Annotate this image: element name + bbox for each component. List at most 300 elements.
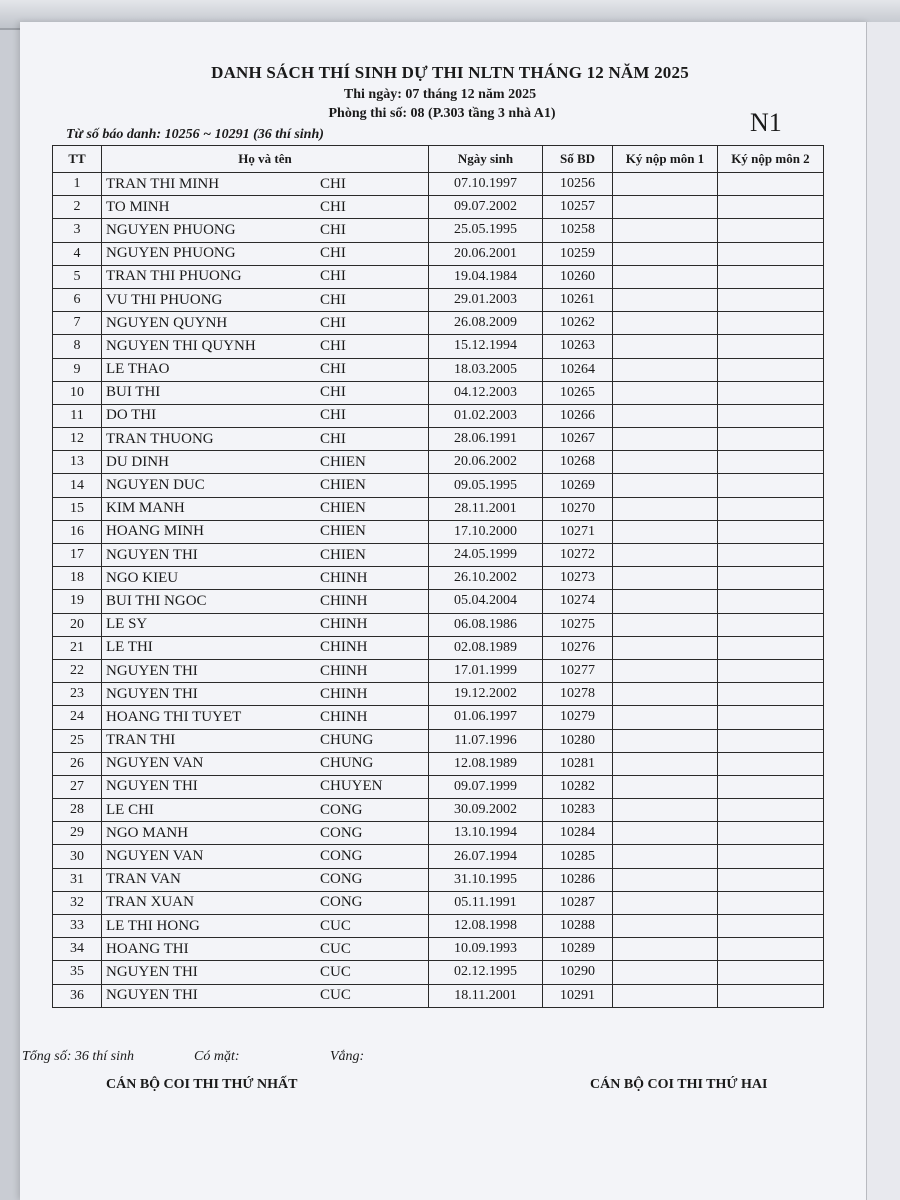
row-number: 36 <box>53 984 102 1007</box>
birth-date: 01.02.2003 <box>429 404 543 427</box>
candidate-number: 10275 <box>543 613 613 636</box>
candidate-name <box>102 706 429 729</box>
candidate-number: 10280 <box>543 729 613 752</box>
surname: NGUYEN VAN <box>106 848 204 865</box>
signature-cell-1[interactable] <box>613 706 718 729</box>
given-name: CHI <box>320 198 346 215</box>
candidate-number: 10269 <box>543 474 613 497</box>
row-number: 21 <box>53 636 102 659</box>
candidate-name <box>102 451 429 474</box>
given-name: CHINH <box>320 685 368 702</box>
candidate-number: 10261 <box>543 288 613 311</box>
birth-date: 09.05.1995 <box>429 474 543 497</box>
surname: DU DINH <box>106 453 169 470</box>
signature-cell-1[interactable] <box>613 613 718 636</box>
birth-date: 26.07.1994 <box>429 845 543 868</box>
surname: LE THI HONG <box>106 917 200 934</box>
birth-date: 04.12.2003 <box>429 381 543 404</box>
table-row <box>53 799 824 822</box>
row-number: 20 <box>53 613 102 636</box>
birth-date: 02.12.1995 <box>429 961 543 984</box>
candidate-number: 10290 <box>543 961 613 984</box>
table-row <box>53 451 824 474</box>
surname: NGUYEN QUYNH <box>106 314 228 331</box>
signature-cell-1[interactable] <box>613 219 718 242</box>
birth-date: 09.07.1999 <box>429 775 543 798</box>
row-number: 34 <box>53 938 102 961</box>
birth-date: 26.08.2009 <box>429 312 543 335</box>
table-row <box>53 822 824 845</box>
candidate-number: 10278 <box>543 683 613 706</box>
table-row <box>53 984 824 1007</box>
candidate-name <box>102 497 429 520</box>
table-row <box>53 729 824 752</box>
candidate-number: 10291 <box>543 984 613 1007</box>
table-row <box>53 404 824 427</box>
given-name: CHIEN <box>320 500 366 517</box>
birth-date: 30.09.2002 <box>429 799 543 822</box>
birth-date: 11.07.1996 <box>429 729 543 752</box>
table-row <box>53 173 824 196</box>
given-name: CHIEN <box>320 453 366 470</box>
signature-cell-1[interactable] <box>613 938 718 961</box>
signature-cell-2[interactable] <box>718 312 824 335</box>
signature-cell-2[interactable] <box>718 474 824 497</box>
birth-date: 17.10.2000 <box>429 520 543 543</box>
row-number: 24 <box>53 706 102 729</box>
signature-cell-1[interactable] <box>613 451 718 474</box>
candidate-name <box>102 775 429 798</box>
row-number: 13 <box>53 451 102 474</box>
signature-cell-2[interactable] <box>718 381 824 404</box>
exam-room: Phòng thi số: 08 (P.303 tầng 3 nhà A1) <box>328 106 556 121</box>
surname: HOANG THI TUYET <box>106 708 242 725</box>
given-name: CHIEN <box>320 523 366 540</box>
candidate-name <box>102 891 429 914</box>
candidate-name <box>102 312 429 335</box>
row-number: 16 <box>53 520 102 543</box>
signature-cell-2[interactable] <box>718 799 824 822</box>
candidate-name <box>102 845 429 868</box>
candidate-number: 10273 <box>543 567 613 590</box>
birth-date: 19.12.2002 <box>429 683 543 706</box>
table-row <box>53 706 824 729</box>
candidate-number: 10263 <box>543 335 613 358</box>
candidate-number: 10287 <box>543 891 613 914</box>
candidate-name <box>102 729 429 752</box>
table-row <box>53 428 824 451</box>
signature-cell-2[interactable] <box>718 358 824 381</box>
candidate-number: 10264 <box>543 358 613 381</box>
row-number: 18 <box>53 567 102 590</box>
candidate-name <box>102 636 429 659</box>
surname: TRAN XUAN <box>106 894 194 911</box>
birth-date: 18.03.2005 <box>429 358 543 381</box>
candidate-number: 10274 <box>543 590 613 613</box>
signature-cell-2[interactable] <box>718 613 824 636</box>
birth-date: 02.08.1989 <box>429 636 543 659</box>
candidate-number: 10281 <box>543 752 613 775</box>
candidate-name <box>102 961 429 984</box>
table-row <box>53 938 824 961</box>
surname: NGO KIEU <box>106 569 179 586</box>
table-row <box>53 288 824 311</box>
candidate-number: 10282 <box>543 775 613 798</box>
signature-cell-2[interactable] <box>718 915 824 938</box>
birth-date: 25.05.1995 <box>429 219 543 242</box>
table-row <box>53 613 824 636</box>
signature-cell-2[interactable] <box>718 242 824 265</box>
row-number: 15 <box>53 497 102 520</box>
candidate-name <box>102 683 429 706</box>
signature-cell-1[interactable] <box>613 752 718 775</box>
birth-date: 12.08.1989 <box>429 752 543 775</box>
signature-cell-1[interactable] <box>613 474 718 497</box>
signature-cell-2[interactable] <box>718 961 824 984</box>
candidate-name <box>102 265 429 288</box>
row-number: 14 <box>53 474 102 497</box>
signature-cell-1[interactable] <box>613 822 718 845</box>
candidate-name <box>102 474 429 497</box>
surname: TRAN THUONG <box>106 430 214 447</box>
signature-cell-2[interactable] <box>718 706 824 729</box>
candidate-number: 10277 <box>543 659 613 682</box>
table-row <box>53 381 824 404</box>
signature-cell-2[interactable] <box>718 729 824 752</box>
given-name: CHI <box>320 430 346 447</box>
table-row <box>53 659 824 682</box>
birth-date: 28.06.1991 <box>429 428 543 451</box>
signature-cell-1[interactable] <box>613 173 718 196</box>
row-number: 30 <box>53 845 102 868</box>
signature-cell-1[interactable] <box>613 242 718 265</box>
table-row <box>53 752 824 775</box>
birth-date: 20.06.2002 <box>429 451 543 474</box>
row-number: 10 <box>53 381 102 404</box>
candidate-number: 10271 <box>543 520 613 543</box>
candidate-table <box>52 145 824 1008</box>
row-number: 28 <box>53 799 102 822</box>
given-name: CUC <box>320 917 351 934</box>
row-number: 27 <box>53 775 102 798</box>
surname: NGUYEN THI <box>106 662 198 679</box>
row-number: 32 <box>53 891 102 914</box>
candidate-number: 10265 <box>543 381 613 404</box>
birth-date: 07.10.1997 <box>429 173 543 196</box>
given-name: CHUNG <box>320 732 374 749</box>
surname: TRAN THI MINH <box>106 175 220 192</box>
signature-cell-1[interactable] <box>613 404 718 427</box>
candidate-name <box>102 242 429 265</box>
surname: LE THAO <box>106 361 170 378</box>
row-number: 12 <box>53 428 102 451</box>
surname: NGUYEN THI <box>106 963 198 980</box>
candidate-name <box>102 219 429 242</box>
table-row <box>53 590 824 613</box>
room-code: N1 <box>750 108 782 137</box>
given-name: CHUYEN <box>320 778 383 795</box>
row-number: 19 <box>53 590 102 613</box>
row-number: 8 <box>53 335 102 358</box>
candidate-name <box>102 659 429 682</box>
candidate-number: 10256 <box>543 173 613 196</box>
signature-cell-2[interactable] <box>718 219 824 242</box>
given-name: CONG <box>320 871 363 888</box>
surname: NGUYEN THI <box>106 685 198 702</box>
signature-cell-1[interactable] <box>613 196 718 219</box>
given-name: CUC <box>320 940 351 957</box>
surname: TRAN THI <box>106 732 176 749</box>
table-row <box>53 497 824 520</box>
table-row <box>53 335 824 358</box>
signature-cell-2[interactable] <box>718 520 824 543</box>
signature-cell-1[interactable] <box>613 381 718 404</box>
given-name: CHINH <box>320 569 368 586</box>
signature-cell-1[interactable] <box>613 265 718 288</box>
table-row <box>53 358 824 381</box>
signature-cell-1[interactable] <box>613 915 718 938</box>
given-name: CONG <box>320 894 363 911</box>
given-name: CHINH <box>320 639 368 656</box>
table-row <box>53 868 824 891</box>
birth-date: 13.10.1994 <box>429 822 543 845</box>
surname: TRAN VAN <box>106 871 181 888</box>
table-row <box>53 891 824 914</box>
table-row <box>53 520 824 543</box>
table-row <box>53 961 824 984</box>
birth-date: 17.01.1999 <box>429 659 543 682</box>
surname: LE THI <box>106 639 153 656</box>
candidate-name <box>102 868 429 891</box>
proctor-1-label: CÁN BỘ COI THI THỨ NHẤT <box>106 1077 298 1092</box>
signature-cell-2[interactable] <box>718 497 824 520</box>
signature-cell-2[interactable] <box>718 938 824 961</box>
adjacent-sheet-edge <box>866 22 900 1200</box>
signature-cell-1[interactable] <box>613 428 718 451</box>
signature-cell-2[interactable] <box>718 752 824 775</box>
signature-cell-1[interactable] <box>613 799 718 822</box>
signature-cell-2[interactable] <box>718 173 824 196</box>
col-header-sign2: Ký nộp môn 2 <box>718 146 824 173</box>
surname: TRAN THI PHUONG <box>106 268 242 285</box>
surname: DO THI <box>106 407 157 424</box>
signature-cell-1[interactable] <box>613 567 718 590</box>
birth-date: 10.09.1993 <box>429 938 543 961</box>
row-number: 9 <box>53 358 102 381</box>
candidate-number: 10289 <box>543 938 613 961</box>
signature-cell-2[interactable] <box>718 984 824 1007</box>
signature-cell-1[interactable] <box>613 775 718 798</box>
candidate-number: 10268 <box>543 451 613 474</box>
signature-cell-1[interactable] <box>613 845 718 868</box>
given-name: CHI <box>320 291 346 308</box>
surname: BUI THI <box>106 384 161 401</box>
signature-cell-2[interactable] <box>718 335 824 358</box>
row-number: 35 <box>53 961 102 984</box>
candidate-name <box>102 358 429 381</box>
given-name: CHINH <box>320 662 368 679</box>
birth-date: 01.06.1997 <box>429 706 543 729</box>
surname: NGUYEN THI <box>106 546 198 563</box>
candidate-number: 10283 <box>543 799 613 822</box>
signature-cell-1[interactable] <box>613 544 718 567</box>
signature-cell-2[interactable] <box>718 822 824 845</box>
signature-cell-1[interactable] <box>613 984 718 1007</box>
given-name: CHINH <box>320 616 368 633</box>
candidate-name <box>102 915 429 938</box>
candidate-number: 10257 <box>543 196 613 219</box>
col-header-dob: Ngày sinh <box>429 146 543 173</box>
candidate-name <box>102 752 429 775</box>
candidate-name <box>102 520 429 543</box>
exam-date: Thi ngày: 07 tháng 12 năm 2025 <box>343 87 537 102</box>
birth-date: 29.01.2003 <box>429 288 543 311</box>
surname: VU THI PHUONG <box>106 291 223 308</box>
col-header-sbd: Số BD <box>543 146 613 173</box>
present-label: Có mặt: <box>194 1049 240 1064</box>
signature-cell-2[interactable] <box>718 567 824 590</box>
given-name: CHIEN <box>320 477 366 494</box>
candidate-name <box>102 984 429 1007</box>
surname: NGUYEN THI QUYNH <box>106 337 256 354</box>
signature-cell-2[interactable] <box>718 636 824 659</box>
row-number: 22 <box>53 659 102 682</box>
given-name: CHI <box>320 337 346 354</box>
signature-cell-2[interactable] <box>718 428 824 451</box>
candidate-number: 10276 <box>543 636 613 659</box>
given-name: CHI <box>320 361 346 378</box>
signature-cell-1[interactable] <box>613 358 718 381</box>
birth-date: 18.11.2001 <box>429 984 543 1007</box>
signature-cell-1[interactable] <box>613 335 718 358</box>
table-row <box>53 636 824 659</box>
signature-cell-2[interactable] <box>718 404 824 427</box>
signature-cell-1[interactable] <box>613 659 718 682</box>
given-name: CHI <box>320 384 346 401</box>
signature-cell-2[interactable] <box>718 845 824 868</box>
summary-line <box>22 1049 364 1065</box>
signature-cell-2[interactable] <box>718 659 824 682</box>
signature-cell-2[interactable] <box>718 265 824 288</box>
candidate-number: 10284 <box>543 822 613 845</box>
candidate-name <box>102 799 429 822</box>
surname: BUI THI NGOC <box>106 592 207 609</box>
birth-date: 31.10.1995 <box>429 868 543 891</box>
given-name: CHI <box>320 268 346 285</box>
signature-cell-1[interactable] <box>613 312 718 335</box>
row-number: 3 <box>53 219 102 242</box>
signature-cell-2[interactable] <box>718 196 824 219</box>
signature-cell-1[interactable] <box>613 288 718 311</box>
candidate-number: 10262 <box>543 312 613 335</box>
candidate-number: 10258 <box>543 219 613 242</box>
surname: NGUYEN THI <box>106 778 198 795</box>
signature-cell-1[interactable] <box>613 636 718 659</box>
given-name: CHI <box>320 245 346 262</box>
document-title: DANH SÁCH THÍ SINH DỰ THI NLTN THÁNG 12 NĂM 2025 <box>211 63 689 82</box>
birth-date: 19.04.1984 <box>429 265 543 288</box>
given-name: CONG <box>320 801 363 818</box>
table-row <box>53 242 824 265</box>
surname: KIM MANH <box>106 500 185 517</box>
row-number: 4 <box>53 242 102 265</box>
signature-cell-1[interactable] <box>613 683 718 706</box>
birth-date: 15.12.1994 <box>429 335 543 358</box>
candidate-name <box>102 938 429 961</box>
table-row <box>53 915 824 938</box>
signature-cell-1[interactable] <box>613 520 718 543</box>
surname: NGO MANH <box>106 824 189 841</box>
given-name: CUC <box>320 987 351 1004</box>
signature-cell-2[interactable] <box>718 775 824 798</box>
signature-cell-1[interactable] <box>613 590 718 613</box>
signature-cell-2[interactable] <box>718 683 824 706</box>
col-header-name: Họ và tên <box>102 146 429 173</box>
given-name: CHINH <box>320 592 368 609</box>
given-name: CHIEN <box>320 546 366 563</box>
table-header-row <box>53 146 824 173</box>
signature-cell-1[interactable] <box>613 891 718 914</box>
signature-cell-2[interactable] <box>718 891 824 914</box>
signature-cell-1[interactable] <box>613 729 718 752</box>
given-name: CHI <box>320 314 346 331</box>
signature-cell-2[interactable] <box>718 544 824 567</box>
surname: NGUYEN PHUONG <box>106 245 236 262</box>
birth-date: 05.11.1991 <box>429 891 543 914</box>
surname: NGUYEN PHUONG <box>106 221 236 238</box>
candidate-number: 10286 <box>543 868 613 891</box>
given-name: CONG <box>320 848 363 865</box>
signature-cell-1[interactable] <box>613 497 718 520</box>
surname: NGUYEN VAN <box>106 755 204 772</box>
row-number: 29 <box>53 822 102 845</box>
given-name: CONG <box>320 824 363 841</box>
birth-date: 26.10.2002 <box>429 567 543 590</box>
birth-date: 12.08.1998 <box>429 915 543 938</box>
row-number: 5 <box>53 265 102 288</box>
given-name: CHI <box>320 221 346 238</box>
signature-cell-2[interactable] <box>718 451 824 474</box>
candidate-name <box>102 613 429 636</box>
table-row <box>53 775 824 798</box>
birth-date: 09.07.2002 <box>429 196 543 219</box>
signature-cell-2[interactable] <box>718 590 824 613</box>
table-row <box>53 474 824 497</box>
surname: LE SY <box>106 616 148 633</box>
given-name: CUC <box>320 963 351 980</box>
table-row <box>53 567 824 590</box>
candidate-name <box>102 381 429 404</box>
surname: HOANG THI <box>106 940 189 957</box>
candidate-number: 10267 <box>543 428 613 451</box>
row-number: 7 <box>53 312 102 335</box>
table-row <box>53 265 824 288</box>
candidate-name <box>102 288 429 311</box>
candidate-number: 10285 <box>543 845 613 868</box>
signature-cell-2[interactable] <box>718 288 824 311</box>
table-row <box>53 312 824 335</box>
row-number: 25 <box>53 729 102 752</box>
table-row <box>53 196 824 219</box>
row-number: 26 <box>53 752 102 775</box>
row-number: 31 <box>53 868 102 891</box>
candidate-number: 10266 <box>543 404 613 427</box>
row-number: 33 <box>53 915 102 938</box>
signature-cell-2[interactable] <box>718 868 824 891</box>
signature-cell-1[interactable] <box>613 868 718 891</box>
table-row <box>53 219 824 242</box>
signature-cell-1[interactable] <box>613 961 718 984</box>
